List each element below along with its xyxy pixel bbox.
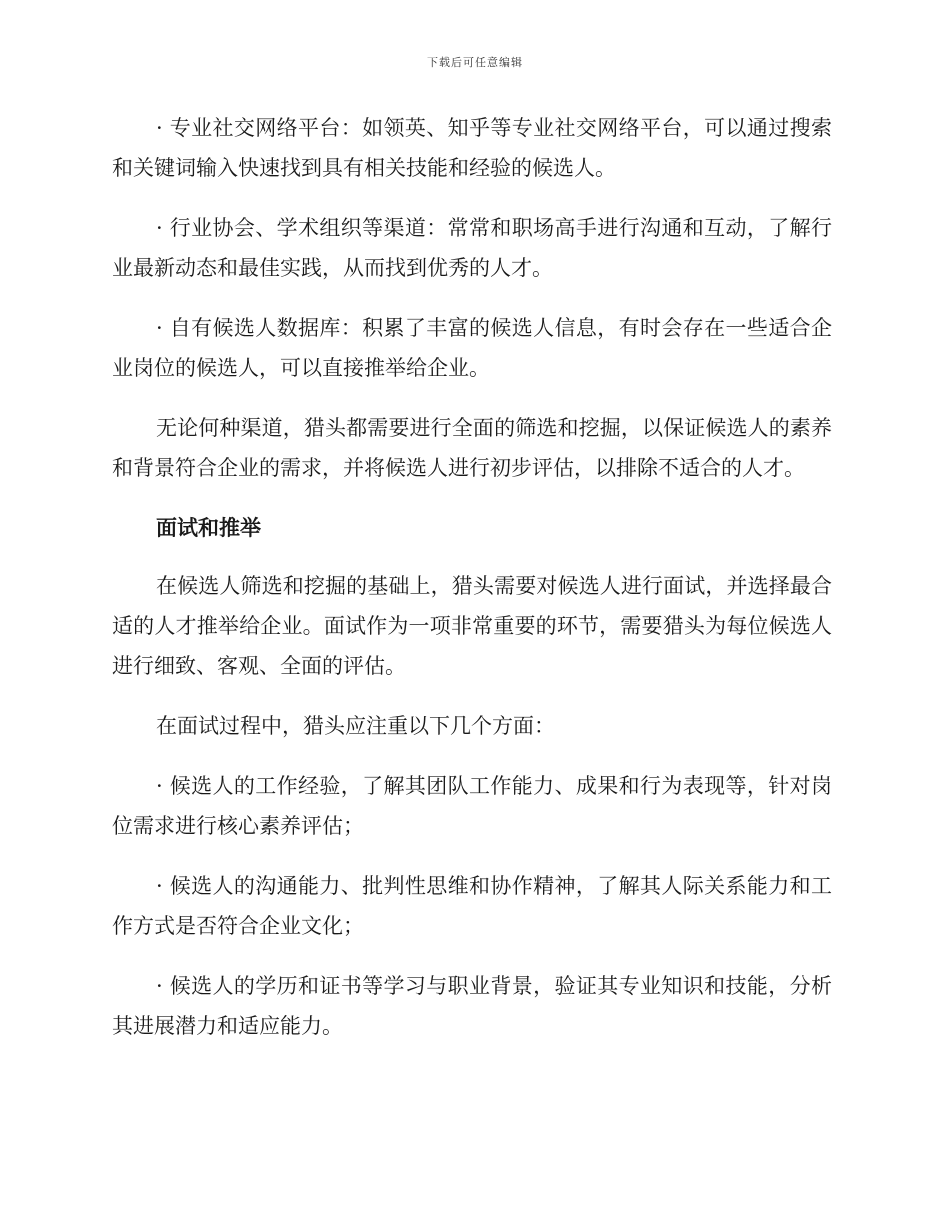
bullet-work-experience: · 候选人的工作经验，了解其团队工作能力、成果和行为表现等，针对岗位需求进行核心素养评估； [112,774,832,838]
section-heading-interview: 面试和推举 [156,516,261,540]
page-header-note: 下载后可任意编辑 [427,56,523,69]
document-body [112,108,832,1066]
paragraph-screening-summary: 无论何种渠道，猎头都需要进行全面的筛选和挖掘，以保证候选人的素养和背景符合企业的需求，并将候选人进行初步评估，以排除不适合的人才。 [112,416,832,480]
bullet-communication-skills: · 候选人的沟通能力、批判性思维和协作精神，了解其人际关系能力和工作方式是否符合企业文化； [112,874,832,938]
bullet-professional-social-network: · 专业社交网络平台：如领英、知乎等专业社交网络平台，可以通过搜索和关键词输入快速找到具有相关技能和经验的候选人。 [112,116,832,180]
bullet-candidate-database: · 自有候选人数据库：积累了丰富的候选人信息，有时会存在一些适合企业岗位的候选人，可以直接推举给企业。 [112,316,832,380]
bullet-education-background: · 候选人的学历和证书等学习与职业背景，验证其专业知识和技能，分析其进展潜力和适应能力。 [112,974,832,1038]
bullet-industry-association: · 行业协会、学术组织等渠道：常常和职场高手进行沟通和互动，了解行业最新动态和最佳实践，从而找到优秀的人才。 [112,216,832,280]
paragraph-interview-intro: 在候选人筛选和挖掘的基础上，猎头需要对候选人进行面试，并选择最合适的人才推举给企业。面试作为一项非常重要的环节，需要猎头为每位候选人进行细致、客观、全面的评估。 [112,574,832,678]
paragraph-interview-aspects: 在面试过程中，猎头应注重以下几个方面： [156,714,555,738]
